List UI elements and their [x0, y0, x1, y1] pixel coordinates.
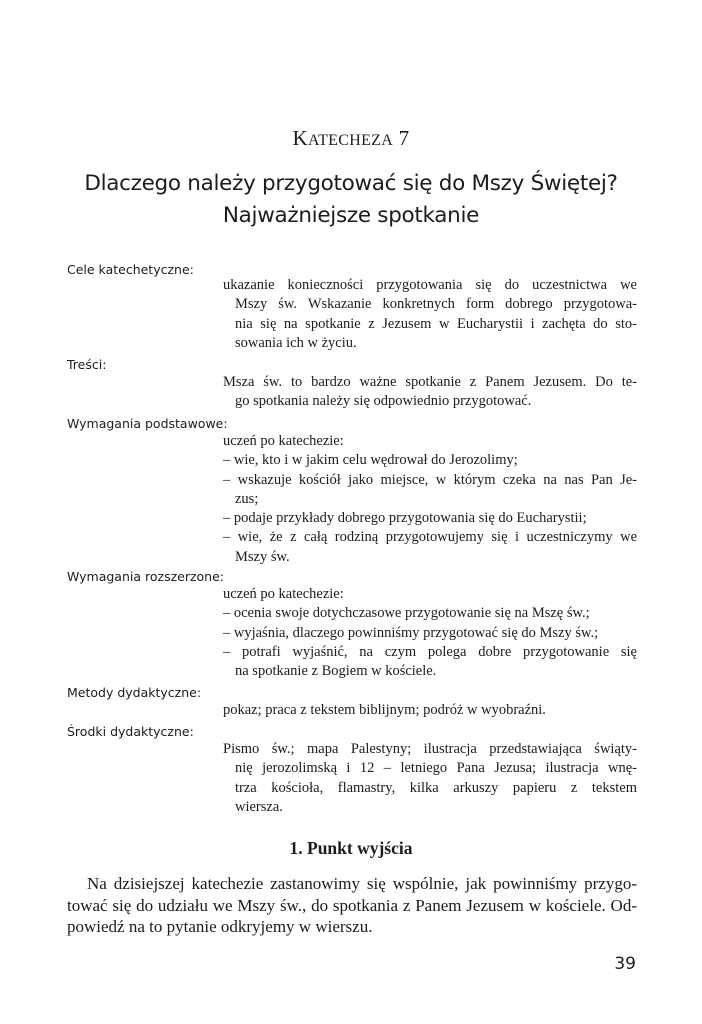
paragraph-line: tować się do udziału we Mszy św., do spotkania z Panem Jezusem w kościele. Od-	[67, 895, 637, 915]
podstawowe-line: uczeń po katechezie:	[223, 433, 344, 449]
srodki-line: nię jerozolimską i 12 – letniego Pana Jezusa; ilustracja wnę-	[235, 760, 637, 777]
cele-text	[223, 276, 637, 353]
rozszerzone-line: uczeń po katechezie:	[223, 586, 344, 602]
section-heading: 1. Punkt wyjścia	[289, 838, 413, 858]
podstawowe-line: Mszy św.	[235, 548, 290, 565]
srodki-label: Środki dydaktyczne:	[67, 724, 194, 739]
metody-label: Metody dydaktyczne:	[67, 685, 202, 700]
tresci-text	[223, 373, 637, 412]
tresci-line: go spotkania należy się odpowiednio przygotować.	[235, 393, 532, 410]
cele-line: nia się na spotkanie z Jezusem w Eucharystii i zachęta do sto-	[235, 315, 637, 332]
cele-label: Cele katechetyczne:	[67, 262, 194, 277]
metody-text	[223, 701, 637, 720]
rozszerzone-line: na spotkanie z Bogiem w kościele.	[235, 663, 437, 680]
podstawowe-text	[223, 432, 637, 567]
rozszerzone-line: – ocenia swoje dotychczasowe przygotowanie się na Mszę św.;	[223, 605, 590, 622]
srodki-line: trza kościoła, flamastry, kilka arkuszy papieru z tekstem	[235, 779, 637, 796]
cele-line: sowania ich w życiu.	[235, 334, 357, 351]
rozszerzone-text	[223, 585, 637, 681]
srodki-line: wiersza.	[235, 798, 283, 815]
cele-line: Mszy św. Wskazanie konkretnych form dobrego przygotowa-	[235, 296, 637, 313]
paragraph-line: powiedź na to pytanie odkryjemy w wierszu.	[67, 917, 373, 936]
lesson-heading-number: 7	[398, 126, 410, 150]
lesson-heading-initial: K	[292, 126, 309, 150]
lesson-heading-word: ATECHEZA	[308, 132, 394, 149]
lesson-title-line1: Dlaczego należy przygotować się do Mszy Świętej?	[84, 171, 618, 196]
tresci-label: Treści:	[67, 357, 107, 372]
metody-line: pokaz; praca z tekstem biblijnym; podróż w wyobraźni.	[223, 702, 546, 718]
rozszerzone-label: Wymagania rozszerzone:	[67, 569, 225, 584]
srodki-line: Pismo św.; mapa Palestyny; ilustracja przedstawiająca świąty-	[223, 741, 637, 757]
srodki-text	[223, 740, 637, 817]
lesson-title	[0, 168, 702, 232]
paragraph-line: Na dzisiejszej katechezie zastanowimy się wspólnie, jak powinniśmy przygo-	[87, 874, 637, 893]
section-paragraph	[67, 873, 637, 938]
podstawowe-line: – wskazuje kościół jako miejsce, w którym czeka na nas Pan Je-	[223, 471, 637, 488]
cele-line: ukazanie konieczności przygotowania się do uczestnictwa we	[223, 277, 637, 293]
podstawowe-line: zus;	[235, 490, 259, 507]
lesson-title-line2: Najważniejsze spotkanie	[222, 203, 480, 228]
tresci-line: Msza św. to bardzo ważne spotkanie z Panem Jezusem. Do te-	[223, 374, 637, 390]
lesson-number-heading	[0, 126, 702, 151]
podstawowe-line: – wie, że z całą rodziną przygotowujemy się i uczestniczymy we	[223, 529, 637, 546]
page-number: 39	[614, 954, 636, 974]
podstawowe-line: – podaje przykłady dobrego przygotowania się do Eucharystii;	[223, 510, 587, 527]
rozszerzone-line: – potrafi wyjaśnić, na czym polega dobre przygotowanie się	[223, 643, 637, 660]
podstawowe-label: Wymagania podstawowe:	[67, 416, 228, 431]
rozszerzone-line: – wyjaśnia, dlaczego powinniśmy przygotować się do Mszy św.;	[223, 624, 599, 641]
podstawowe-line: – wie, kto i w jakim celu wędrował do Jerozolimy;	[223, 452, 518, 469]
